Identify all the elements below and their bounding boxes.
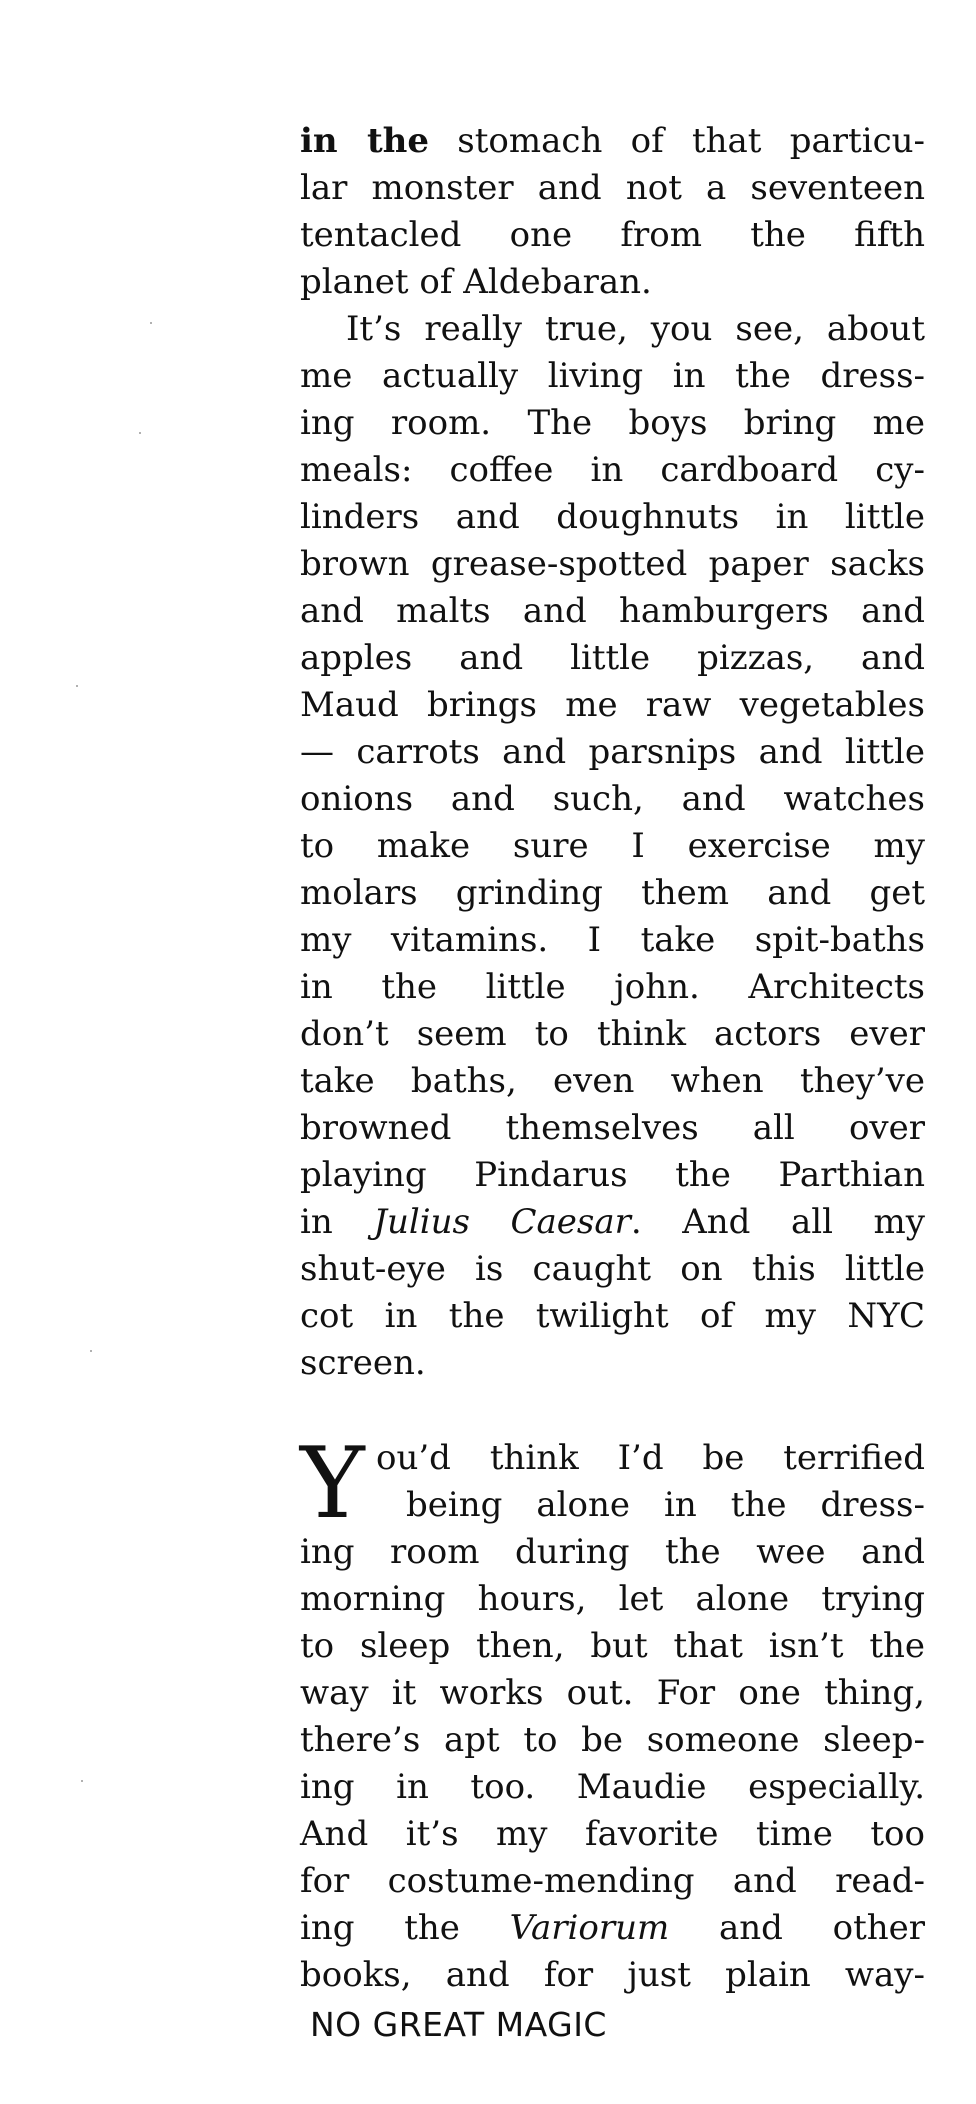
text-line: screen. [300,1343,426,1383]
text-line: ing room. The boys bring me [300,403,925,443]
text-line: to sleep then, but that isn’t the [300,1626,925,1666]
text-line: way it works out. For one thing, [300,1673,925,1713]
text-line: books, and for just plain way- [300,1955,925,1995]
text-line: browned themselves all over [300,1108,925,1148]
text-line: playing Pindarus the Parthian [300,1155,925,1195]
text-line: It’s really true, you see, about [346,309,925,349]
text-line: ing room during the wee and [300,1532,925,1572]
text-line: lar monster and not a seventeen [300,168,925,208]
text-column [300,118,925,1999]
text-line: And it’s my favorite time too [300,1814,925,1854]
text-line: me actually living in the dress- [300,356,925,396]
text-line: shut-eye is caught on this little [300,1249,925,1289]
paper-speck [139,432,141,434]
paragraph-dressing-room [300,306,925,1387]
paper-speck [76,685,78,687]
text-line: being alone in the dress- [406,1485,925,1525]
text-line: ing the Variorum and other [300,1908,925,1948]
text-line: brown grease-spotted paper sacks [300,544,925,584]
text-line: linders and doughnuts in little [300,497,925,537]
text-line: Maud brings me raw vegetables [300,685,925,725]
text-line: cot in the twilight of my NYC [300,1296,925,1336]
text-line: to make sure I exercise my [300,826,925,866]
text-line: my vitamins. I take spit-baths [300,920,925,960]
text-line: ing in too. Maudie especially. [300,1767,925,1807]
paper-speck [90,1350,92,1352]
text-line: in the little john. Architects [300,967,925,1007]
lead-words: in the [300,121,430,161]
paragraph-continuation [300,118,925,306]
drop-cap: Y [300,1427,365,1541]
text-line: tentacled one from the fifth [300,215,925,255]
text-line: — carrots and parsnips and little [300,732,925,772]
text-line: for costume-mending and read- [300,1861,925,1901]
paragraph-alone [300,1427,925,1999]
paper-speck [81,1780,83,1782]
play-title: Julius Caesar [373,1202,631,1242]
text-line: and malts and hamburgers and [300,591,925,631]
text-line: morning hours, let alone trying [300,1579,925,1619]
text-line: apples and little pizzas, and [300,638,925,678]
text-line: don’t seem to think actors ever [300,1014,925,1054]
text-line: molars grinding them and get [300,873,925,913]
running-footer: NO GREAT MAGIC [310,2005,607,2044]
text-line: there’s apt to be someone sleep- [300,1720,925,1760]
text-line: in Julius Caesar. And all my [300,1202,925,1242]
text-line: in the stomach of that particu- [300,121,926,161]
text-line: ou’d think I’d be terrified [376,1438,925,1478]
paper-speck [150,322,152,324]
book-title: Variorum [509,1908,670,1948]
text-line: take baths, even when they’ve [300,1061,925,1101]
section-break [300,1387,925,1435]
text-line: meals: coffee in cardboard cy- [300,450,925,490]
drop-cap-block [300,1427,925,1541]
text-line: onions and such, and watches [300,779,925,819]
text-line: planet of Aldebaran. [300,262,652,302]
